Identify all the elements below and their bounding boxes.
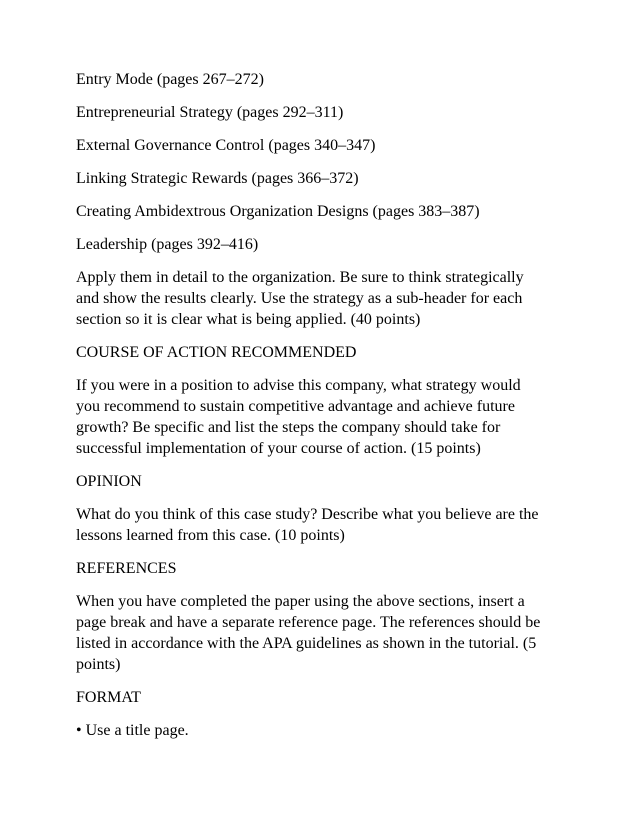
opinion-paragraph: What do you think of this case study? Describe what you believe are the lessons learned from this case. (10 points) bbox=[76, 506, 539, 544]
course-of-action-paragraph: If you were in a position to advise this company, what strategy would you recommend to sustain competitive advantage and achieve future growth? Be specific and list the steps the company should take for successful implementation of your course of action. (15 points) bbox=[76, 377, 521, 457]
topic-leadership: Leadership (pages 392–416) bbox=[76, 236, 259, 253]
course-of-action-heading: COURSE OF ACTION RECOMMENDED bbox=[76, 344, 357, 361]
format-bullet-title-page: • Use a title page. bbox=[76, 722, 189, 739]
references-paragraph: When you have completed the paper using the above sections, insert a page break and have a separate reference page. The references should be listed in accordance with the APA guidelines as shown in the tutorial. (5 points) bbox=[76, 593, 541, 673]
topic-entrepreneurial-strategy: Entrepreneurial Strategy (pages 292–311) bbox=[76, 104, 344, 121]
topic-entry-mode: Entry Mode (pages 267–272) bbox=[76, 71, 264, 88]
opinion-heading: OPINION bbox=[76, 473, 142, 490]
topic-linking-strategic-rewards: Linking Strategic Rewards (pages 366–372) bbox=[76, 170, 359, 187]
topic-external-governance-control: External Governance Control (pages 340–347) bbox=[76, 137, 376, 154]
format-heading: FORMAT bbox=[76, 689, 141, 706]
topic-ambidextrous-organization-designs: Creating Ambidextrous Organization Designs (pages 383–387) bbox=[76, 203, 480, 220]
references-heading: REFERENCES bbox=[76, 560, 177, 577]
apply-instructions-paragraph: Apply them in detail to the organization. Be sure to think strategically and show the results clearly. Use the strategy as a sub-header for each section so it is clear what is being applied. (40 points) bbox=[76, 269, 524, 328]
